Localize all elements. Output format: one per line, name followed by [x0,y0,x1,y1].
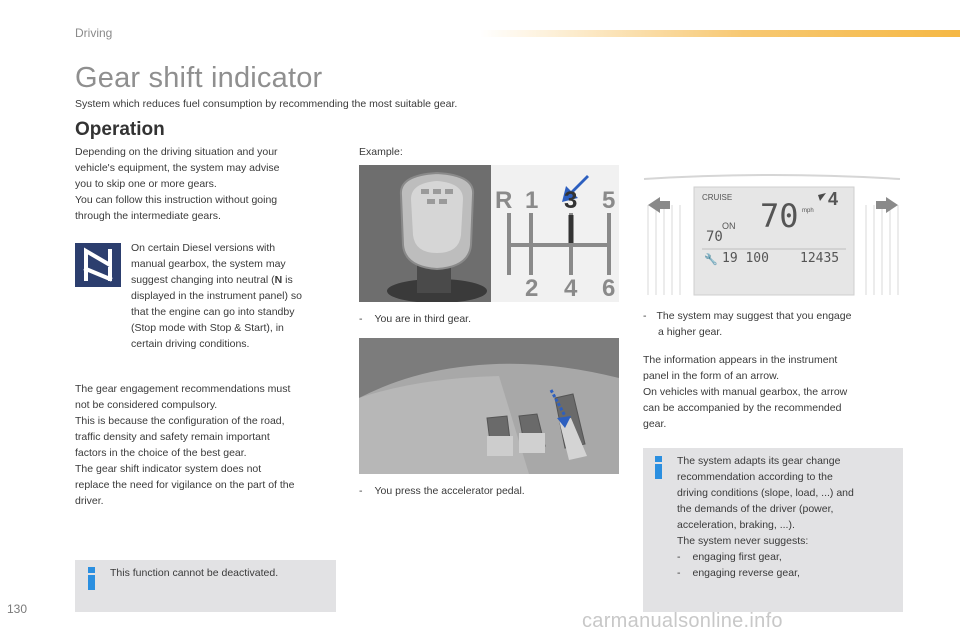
gear-label-4: 4 [564,275,578,302]
dash: - [359,485,363,497]
intro-line: You can follow this instruction without going [75,194,278,206]
note-deactivate-box [75,560,336,612]
recommend-line: driver. [75,495,104,507]
info-icon [655,456,663,479]
cluster-odometer-1: 19 100 [722,251,769,266]
info-icon [88,567,96,590]
dash: - [359,313,363,325]
adapt-line: acceleration, braking, ...). [677,519,795,531]
cluster-speed: 70 [760,197,799,235]
recommendation-paragraph [75,381,340,509]
operation-intro [75,144,340,224]
caption-suggest [643,308,901,340]
gear-label-1: 1 [525,187,539,214]
dash: - [643,310,647,322]
caption-text: The system may suggest that you engage [656,310,852,322]
recommend-line: traffic density and safety remain important [75,431,270,443]
caption-third-gear [359,311,471,327]
neutral-paragraph [131,240,336,352]
info-line: The information appears in the instrument [643,354,838,366]
caption-accelerator [359,483,525,499]
caption-suggest-line [643,308,901,324]
cluster-odometer-2: 12435 [800,251,840,266]
adapt-line: the demands of the driver (power, [677,503,834,515]
wrench-icon: 🔧 [704,254,718,266]
info-line: panel in the form of an arrow. [643,370,779,382]
neutral-line: (Stop mode with Stop & Start), in [131,322,284,334]
adapt-line: The system adapts its gear change [677,455,841,467]
info-paragraph [643,352,901,432]
gear-label-5: 5 [602,187,616,214]
neutral-line: certain driving conditions. [131,338,250,350]
adapt-text [677,453,899,581]
neutral-line: On certain Diesel versions with [131,242,276,254]
example-label: Example: [359,146,403,158]
header-accent-bar [480,30,960,37]
info-line: gear. [643,418,667,430]
adapt-line: driving conditions (slope, load, ...) and [677,487,854,499]
neutral-text-part: suggest changing into neutral ( [131,274,275,286]
cluster-recommended-gear: 4 [828,189,839,209]
gear-knob-illustration [359,165,619,302]
adapt-item-text: engaging reverse gear, [692,567,800,579]
neutral-text-part: is [282,274,293,286]
adapt-info-box [643,448,903,612]
recommend-line: The gear shift indicator system does not [75,463,262,475]
section-label: Driving [75,26,113,40]
intro-line: through the intermediate gears. [75,210,221,222]
gear-label-3: 3 [564,187,578,214]
watermark: carmanualsonline.info [582,610,783,632]
caption-suggest-line: a higher gear. [658,326,723,338]
intro-line: Depending on the driving situation and your [75,146,278,158]
page-subtitle: System which reduces fuel consumption by recommending the most suitable gear. [75,98,458,110]
intro-line: vehicle's equipment, the system may advise [75,162,280,174]
info-line: can be accompanied by the recommended [643,402,842,414]
page-title: Gear shift indicator [75,62,323,94]
recommend-line: factors in the choice of the best gear. [75,447,247,459]
intro-line: you to skip one or more gears. [75,178,217,190]
adapt-list-item [677,549,899,565]
pedals-illustration [359,338,619,474]
operation-heading: Operation [75,119,165,140]
page-number: 130 [7,602,28,616]
gear-label-2: 2 [525,275,539,302]
neutral-gear-icon [75,243,121,287]
adapt-item-text: engaging first gear, [692,551,782,563]
neutral-line: displayed in the instrument panel) so [131,290,303,302]
adapt-list-item [677,565,899,581]
info-line: On vehicles with manual gearbox, the arrow [643,386,848,398]
recommend-line: replace the need for vigilance on the part of the [75,479,295,491]
recommend-line: This is because the configuration of the road, [75,415,285,427]
instrument-cluster-illustration [642,165,902,302]
caption-text: You press the accelerator pedal. [374,485,525,497]
recommend-line: The gear engagement recommendations must [75,383,291,395]
dash: - [677,551,681,563]
cluster-on: ON [722,221,736,231]
dash: - [677,567,681,579]
cruise-label: CRUISE [702,193,733,202]
recommend-line: not be considered compulsory. [75,399,218,411]
gear-label-6: 6 [602,275,616,302]
neutral-line: manual gearbox, the system may [131,258,286,270]
neutral-letter: N [274,274,283,286]
caption-text: You are in third gear. [374,313,472,325]
cluster-speed-unit: mph [802,208,814,214]
neutral-line [131,272,336,288]
adapt-line: recommendation according to the [677,471,833,483]
note-deactivate-text: This function cannot be deactivated. [110,567,279,579]
adapt-line: The system never suggests: [677,535,809,547]
gear-label-r: R [495,187,513,214]
neutral-line: that the engine can go into standby [131,306,295,318]
cluster-set-speed: 70 [706,229,723,245]
